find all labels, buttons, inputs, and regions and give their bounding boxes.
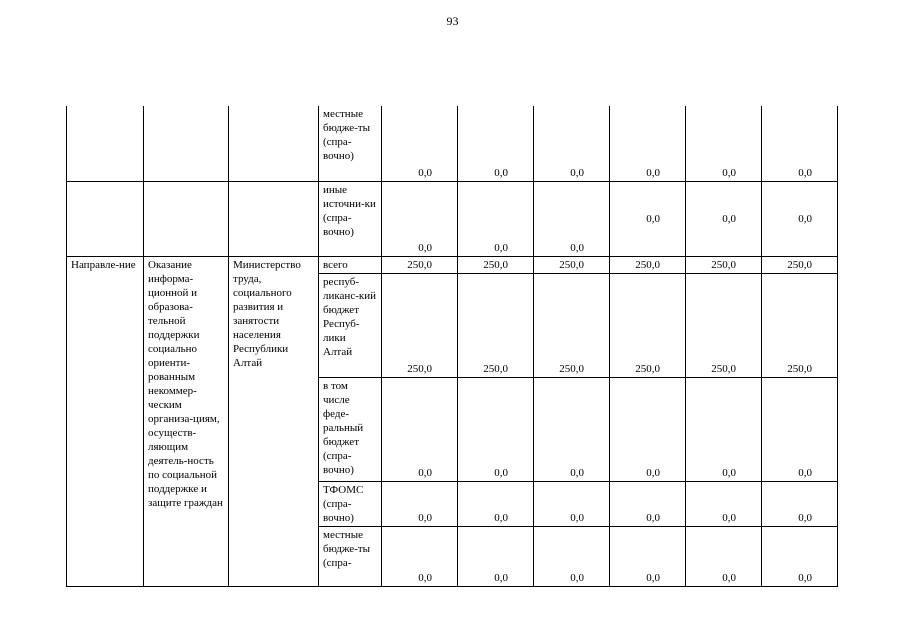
value-cell: 250,0 [534,273,610,377]
value-cell: 0,0 [762,526,838,586]
value-cell: 0,0 [610,481,686,526]
value-cell: 250,0 [762,273,838,377]
value-cell: 0,0 [534,181,610,256]
value-cell: 250,0 [382,256,458,273]
cell-empty [67,106,144,181]
value-cell: 0,0 [686,106,762,181]
value-cell: 0,0 [458,106,534,181]
page-number: 93 [446,14,459,28]
entry-executor-cell: Министерство труда, социального развития и занятости населения Республики Алтай [229,256,319,586]
source-cell: иные источни-ки (спра-вочно) [319,181,382,256]
value-cell: 250,0 [686,256,762,273]
source-cell: в том числе феде-ральный бюджет (спра-вочно) [319,377,382,481]
value-cell: 0,0 [762,181,838,256]
value-cell: 0,0 [458,377,534,481]
value-cell: 250,0 [458,256,534,273]
table-row [67,106,838,181]
entry-description-cell: Оказание информа-ционной и образова-тельной поддержки социально ориенти-рованным некоммер-ческим организа-циям, осуществ-ляющим деятель-ность по социальной поддержке и защите граждан [144,256,229,586]
cell-empty [229,181,319,256]
source-cell: ТФОМС (спра-вочно) [319,481,382,526]
value-cell: 250,0 [610,273,686,377]
value-cell: 0,0 [534,526,610,586]
cell-empty [67,181,144,256]
value-cell: 250,0 [534,256,610,273]
source-cell: местные бюдже-ты (спра- [319,526,382,586]
value-cell: 250,0 [686,273,762,377]
value-cell: 0,0 [382,377,458,481]
table-row [67,256,838,273]
value-cell: 250,0 [610,256,686,273]
value-cell: 0,0 [686,377,762,481]
value-cell: 0,0 [762,377,838,481]
value-cell: 0,0 [610,181,686,256]
value-cell: 0,0 [534,106,610,181]
value-cell: 0,0 [458,481,534,526]
cell-empty [144,181,229,256]
value-cell: 0,0 [686,181,762,256]
value-cell: 0,0 [458,526,534,586]
source-cell: всего [319,256,382,273]
value-cell: 0,0 [382,481,458,526]
value-cell: 0,0 [610,106,686,181]
cell-empty [229,106,319,181]
value-cell: 0,0 [686,526,762,586]
value-cell: 0,0 [382,181,458,256]
value-cell: 250,0 [382,273,458,377]
budget-table [66,106,838,587]
value-cell: 0,0 [534,377,610,481]
value-cell: 0,0 [762,481,838,526]
value-cell: 0,0 [686,481,762,526]
value-cell: 0,0 [382,106,458,181]
value-cell: 0,0 [762,106,838,181]
value-cell: 0,0 [382,526,458,586]
value-cell: 250,0 [458,273,534,377]
value-cell: 0,0 [458,181,534,256]
source-cell: респуб-ликанс-кий бюджет Респуб-лики Алтай [319,273,382,377]
value-cell: 0,0 [610,526,686,586]
source-cell: местные бюдже-ты (спра-вочно) [319,106,382,181]
value-cell: 0,0 [534,481,610,526]
cell-empty [144,106,229,181]
table-row [67,181,838,256]
value-cell: 0,0 [610,377,686,481]
value-cell: 250,0 [762,256,838,273]
entry-type-cell: Направле-ние [67,256,144,586]
